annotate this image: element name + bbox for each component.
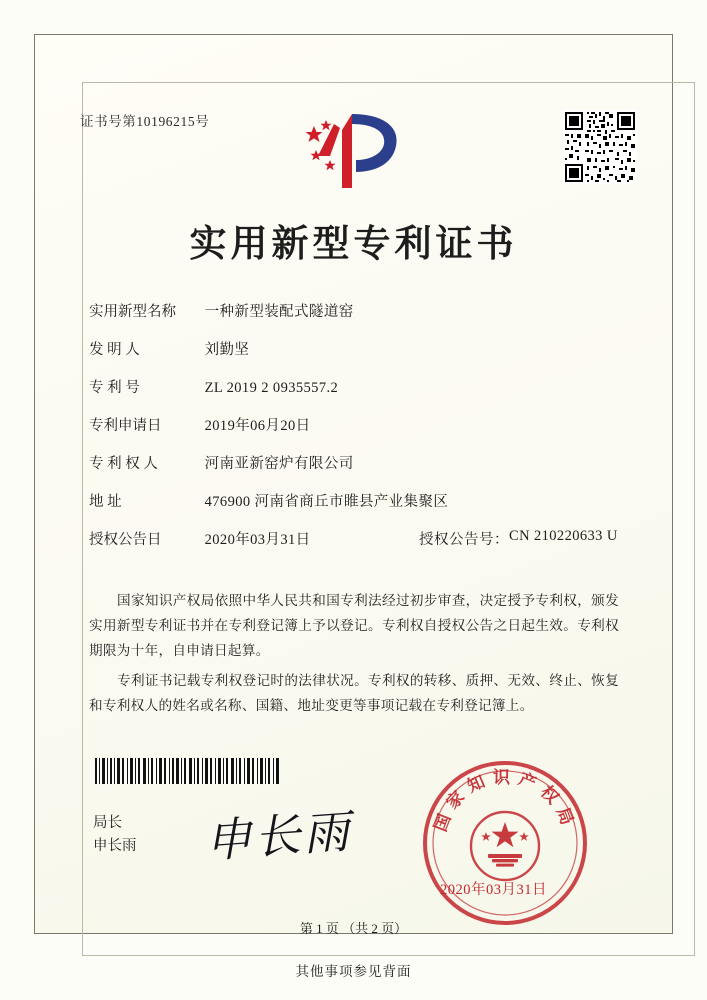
- field-label: 专 利 号: [89, 380, 140, 396]
- certificate-serial-number: 证书号第10196215号: [80, 114, 210, 129]
- signature-label-block: [93, 812, 137, 858]
- field-row-grant: [89, 528, 629, 566]
- field-row-application-date: [89, 414, 629, 452]
- field-label: 专 利 权 人: [89, 456, 158, 472]
- field-value: ZL 2019 2 0935557.2: [204, 380, 339, 396]
- barcode: [95, 758, 280, 784]
- field-row-patent-number: [89, 376, 629, 414]
- director-handwritten-signature: 申长雨: [203, 803, 354, 869]
- field-value: 2019年06月20日: [204, 418, 311, 434]
- cnipa-logo-icon: [300, 108, 408, 192]
- field-value: 刘勤坚: [204, 342, 250, 358]
- director-name-label: 申长雨: [93, 838, 137, 854]
- page-number: 第 1 页 （共 2 页）: [299, 921, 408, 936]
- field-row-patentee: [89, 452, 629, 490]
- page-title: 实用新型专利证书: [189, 222, 518, 265]
- field-label: 发 明 人: [89, 342, 140, 358]
- qr-code-icon: [563, 110, 637, 184]
- field-row-inventor: [89, 338, 629, 376]
- field-value: 476900 河南省商丘市睢县产业集聚区: [204, 494, 449, 510]
- field-label: 专利申请日: [89, 418, 162, 434]
- field-value: 一种新型装配式隧道窑: [204, 304, 354, 320]
- field-value: 2020年03月31日: [204, 532, 311, 548]
- field-value: 河南亚新窑炉有限公司: [204, 456, 354, 472]
- official-seal: [420, 758, 590, 928]
- field-label-secondary: 授权公告号：: [419, 532, 509, 548]
- field-row-name: [89, 300, 629, 338]
- svg-text:国家知识产权局: 国家知识产权局: [430, 768, 580, 835]
- field-row-address: [89, 490, 629, 528]
- legal-paragraph-2: 专利证书记载专利权登记时的法律状况。专利权的转移、质押、无效、终止、恢复和专利权人的姓名或名称、国籍、地址变更等事项记载在专利登记簿上。: [89, 673, 619, 713]
- director-title-label: 局长: [93, 815, 122, 831]
- field-value-secondary: CN 210220633 U: [509, 528, 618, 544]
- field-label: 地 址: [89, 494, 122, 510]
- certificate-fields: [89, 300, 629, 566]
- seal-date: 2020年03月31日: [440, 882, 547, 898]
- footer-note: 其他事项参见背面: [295, 964, 412, 979]
- field-label: 授权公告日: [89, 532, 162, 548]
- legal-paragraph-1: 国家知识产权局依照中华人民共和国专利法经过初步审查，决定授予专利权，颁发实用新型专利证书并在专利登记簿上予以登记。专利权自授权公告之日起生效。专利权期限为十年，自申请日起算。: [89, 593, 619, 658]
- field-label: 实用新型名称: [89, 304, 176, 320]
